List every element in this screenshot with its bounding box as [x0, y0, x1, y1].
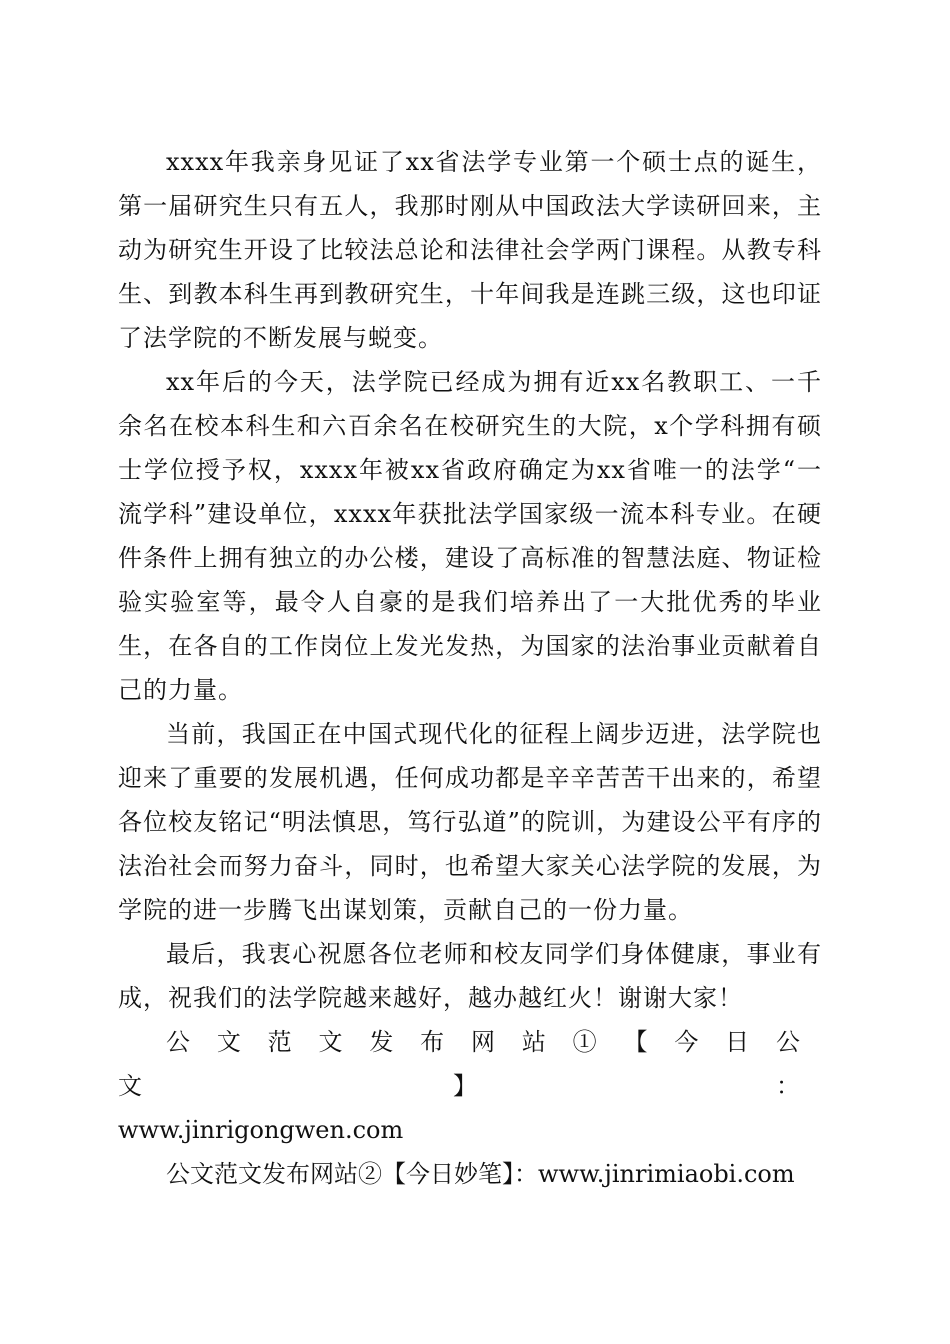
footer-site-1-label: 公文范文发布网站①【今日公文】： [118, 1028, 822, 1100]
paragraph-3: 当前，我国正在中国式现代化的征程上阔步迈进，法学院也迎来了重要的发展机遇，任何成功都是辛辛苦苦干出来的，希望各位校友铭记“明法慎思，笃行弘道”的院训，为建设公平有序的法治社会而努力奋斗，同时，也希望大家关心法学院的发展，为学院的进一步腾飞出谋划策，贡献自己的一份力量。 [118, 720, 822, 924]
document-body [118, 140, 822, 1196]
footer-site-2[interactable]: 公文范文发布网站②【今日妙笔】：www.jinrimiaobi.com [166, 1160, 795, 1188]
footer-site-1-url[interactable]: www.jinrigongwen.com [118, 1116, 404, 1144]
paragraph-2: xx年后的今天，法学院已经成为拥有近xx名教职工、一千余名在校本科生和六百余名在校研究生的大院，x个学科拥有硕士学位授予权，xxxx年被xx省政府确定为xx省唯一的法学“一流学科”建设单位，xxxx年获批法学国家级一流本科专业。在硬件条件上拥有独立的办公楼，建设了高标准的智慧法庭、物证检验实验室等，最令人自豪的是我们培养出了一大批优秀的毕业生，在各自的工作岗位上发光发热，为国家的法治事业贡献着自己的力量。 [118, 368, 822, 704]
paragraph-1: xxxx年我亲身见证了xx省法学专业第一个硕士点的诞生，第一届研究生只有五人，我那时刚从中国政法大学读研回来，主动为研究生开设了比较法总论和法律社会学两门课程。从教专科生、到教本科生再到教研究生，十年间我是连跳三级，这也印证了法学院的不断发展与蜕变。 [118, 148, 822, 352]
paragraph-4: 最后，我衷心祝愿各位老师和校友同学们身体健康，事业有成，祝我们的法学院越来越好，越办越红火！谢谢大家！ [118, 940, 822, 1012]
